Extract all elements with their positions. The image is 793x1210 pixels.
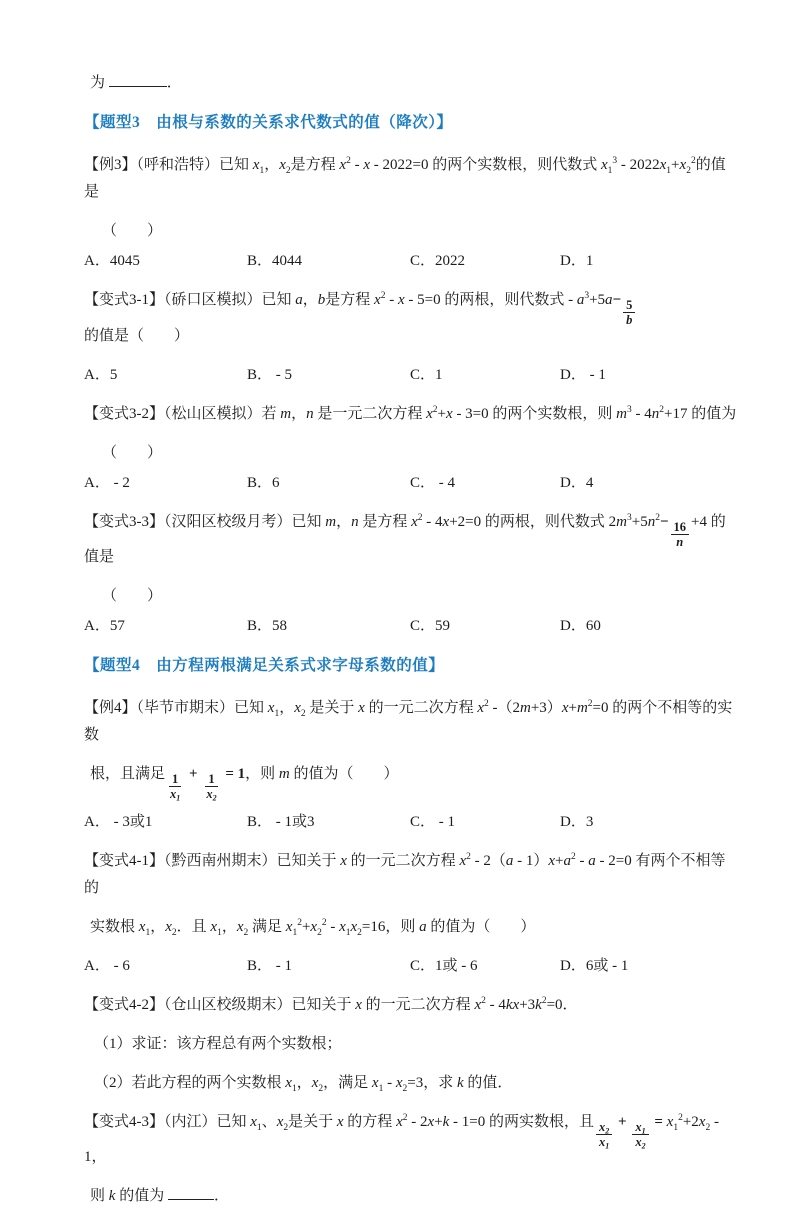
option-b: B．6 — [247, 474, 280, 491]
option-a: A．4045 — [84, 253, 140, 269]
option-a: A．57 — [84, 618, 125, 634]
problem-ex3-text: 【例3】（呼和浩特）已知 $x_1$，$x_2$是方程 $x^2 - x - 2022=0$ 的两个实数根，则代数式 $x_1^3 - 2022x_1+x_2^2$的值是 — [84, 156, 726, 200]
fraction: $\frac{5}{b}$ — [623, 303, 635, 323]
option-b: B．4044 — [247, 253, 303, 269]
answer-blank — [109, 71, 167, 87]
option-c: C． - 4 — [410, 474, 456, 491]
option-d: D．60 — [560, 618, 601, 634]
option-c: C．1或 - 6 — [410, 957, 478, 974]
problem-v33-answer-paren: （ ） — [102, 588, 163, 604]
section-heading-topic4: 【题型4 由方程两根满足关系式求字母系数的值】 — [84, 657, 445, 674]
problem-v33-text: 【变式3-3】（汉阳区校级月考）已知 m，n 是方程 $x^2 - 4x+2=0$ 的两根，则代数式 $2m^3+5n^2-$ $\frac{16}{n}$ +4 的值是 — [84, 512, 726, 565]
option-d: D． - 1 — [560, 366, 606, 383]
worksheet-page — [84, 70, 739, 1210]
problem-v32-options — [84, 470, 739, 497]
problem-ex3-answer-paren: （ ） — [102, 223, 163, 239]
problem-ex3-options — [84, 248, 739, 275]
option-c: C． - 1 — [410, 813, 456, 830]
problem-v41-text-line1: 【变式4-1】（黔西南州期末）已知关于 x 的一元二次方程 $x^2 - 2(a - 1)x+a^2 - a - 2=0$ 有两个不相等的 — [84, 851, 726, 896]
fraction: $\frac{x_1}{x_2}$ — [632, 1124, 648, 1144]
problem-ex4-text-line2: 根，且满足 $\frac{1}{x_1}$ + $\frac{1}{x_2}$ = 1，则 m 的值为（ ） — [90, 766, 399, 803]
problem-v32-text: 【变式3-2】（松山区模拟）若 m，n 是一元二次方程 $x^2+x - 3=0$ 的两个实数根，则 $m^3 - 4n^2+17$ 的值为 — [84, 404, 737, 422]
problem-v42-part2: （2）若此方程的两个实数根 $x_1$，$x_2$，满足 $x_1 - x_2=3$，求 k 的值． — [94, 1074, 513, 1094]
option-b: B．58 — [247, 618, 288, 634]
problem-v42-part1: （1）求证：该方程总有两个实数根； — [94, 1035, 342, 1052]
option-d: D．4 — [560, 474, 594, 491]
problem-v32-answer-paren: （ ） — [102, 444, 163, 461]
fraction: $\frac{16}{n}$ — [671, 524, 690, 544]
fraction: $\frac{1}{x_2}$ — [206, 772, 217, 803]
problem-v43-text-line2: 则 k 的值为 ． — [84, 1183, 739, 1210]
fraction: $\frac{1}{x_1}$ — [170, 772, 181, 803]
option-c: C．1 — [410, 366, 443, 383]
option-a: A． - 6 — [84, 957, 130, 974]
fill-blank-line: 为 ． — [84, 70, 739, 97]
problem-v42-text: 【变式4-2】（仓山区校级期末）已知关于 x 的一元二次方程 $x^2 - 4kx+3k^2=0$． — [84, 995, 578, 1013]
option-a: A．5 — [84, 366, 118, 383]
problem-ex4-options — [84, 809, 739, 836]
option-a: A． - 2 — [84, 474, 130, 491]
problem-v31-text: 【变式3-1】（硚口区模拟）已知 a，b是方程 $x^2 - x - 5=0$ 的两根，则代数式 - $a^3+5a-$ $\frac{5}{b}$ 的值是（ ） — [84, 287, 739, 350]
option-b: B． - 1 — [247, 957, 293, 974]
option-d: D．6或 - 1 — [560, 957, 629, 974]
problem-v41-text-line2: 实数根 $x_1$，$x_2$．且 $x_1$，$x_2$ 满足 $x_1^2+x_2^2 - x_1x_2=16$，则 a 的值为（ ） — [90, 917, 536, 938]
problem-v41-options — [84, 953, 739, 980]
problem-ex4-text-line1: 【例4】（毕节市期末）已知 $x_1$，$x_2$ 是关于 x 的一元二次方程 $x^2$ $-(2m+3)x+m^2=0$ 的两个不相等的实数 — [84, 699, 733, 743]
fraction: $\frac{x_2}{x_1}$ — [596, 1124, 612, 1144]
option-c: C．2022 — [410, 253, 466, 269]
option-c: C．59 — [410, 618, 451, 634]
section-heading-topic3: 【题型3 由根与系数的关系求代数式的值（降次）】 — [84, 114, 453, 131]
option-b: B． - 5 — [247, 366, 293, 383]
answer-blank — [168, 1184, 214, 1200]
option-a: A． - 3或1 — [84, 813, 153, 830]
problem-v31-options — [84, 362, 739, 389]
option-d: D．3 — [560, 813, 594, 830]
option-b: B． - 1或3 — [247, 813, 315, 830]
problem-v33-options — [84, 613, 739, 640]
option-d: D．1 — [560, 253, 594, 269]
problem-v43-text-line1: 【变式4-3】（内江）已知 $x_1$、$x_2$是关于 x 的方程 $x^2 - 2x+k - 1=0$ 的两实数根，且 $\frac{x_2}{x_1}$ + $\frac{x_1}{x_2}$ = $x_1^2+2x_2 - 1$， — [84, 1112, 723, 1165]
